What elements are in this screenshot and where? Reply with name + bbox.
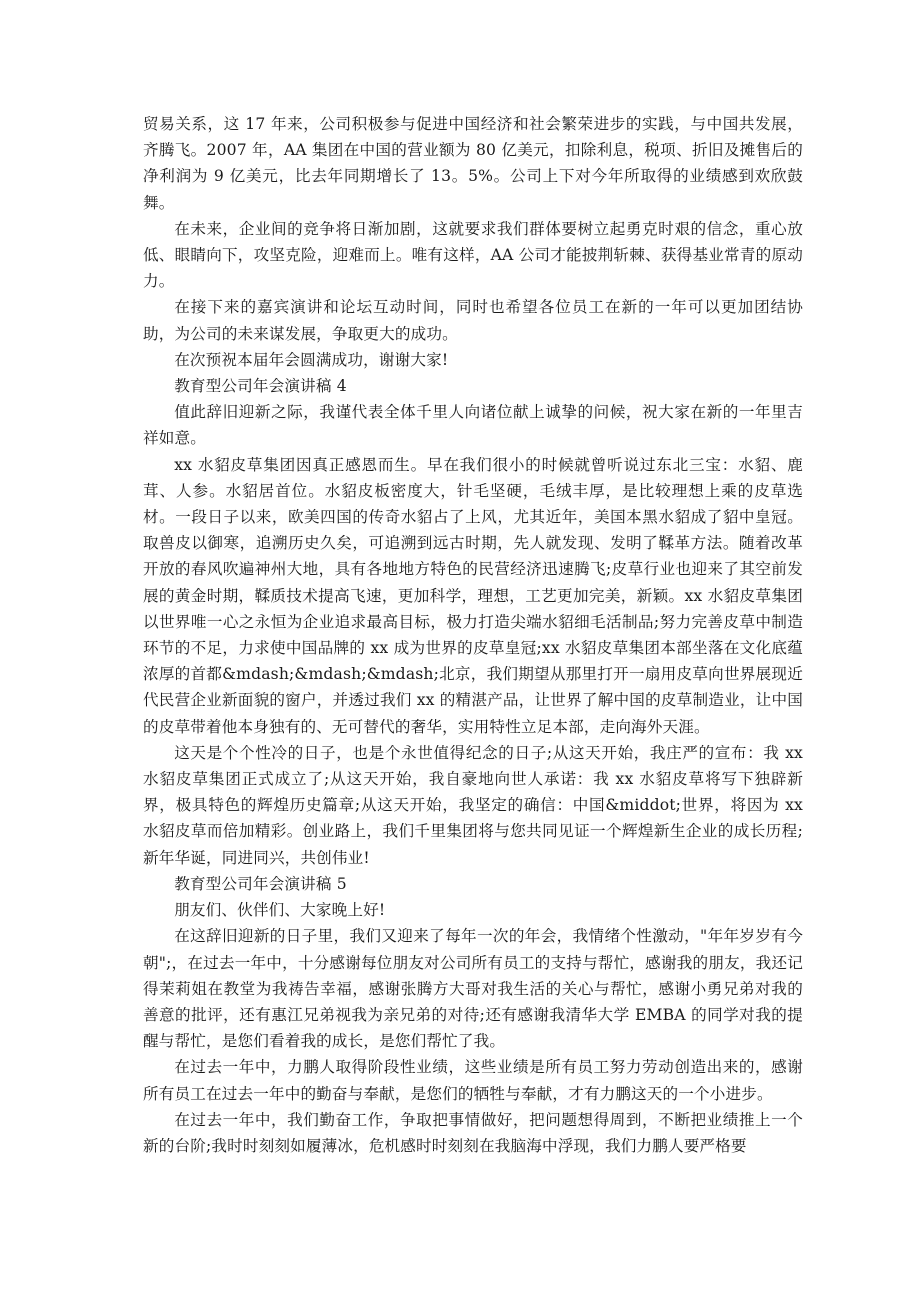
section-heading-5: 教育型公司年会演讲稿 5 bbox=[174, 874, 347, 893]
paragraph-2: 在未来，企业间的竞争将日渐加剧，这就要求我们群体要树立起勇克时艰的信念，重心放低、眼睛向下，攻坚克险，迎难而上。唯有这样，AA 公司才能披荆斩棘、获得基业常青的原动力。 bbox=[143, 219, 803, 291]
paragraph-4: 在次预祝本届年会圆满成功，谢谢大家! bbox=[174, 350, 449, 369]
paragraph-13: 在过去一年中，我们勤奋工作，争取把事情做好，把问题想得周到，不断把业绩推上一个新的台阶;我时时刻刻如履薄冰，危机感时时刻刻在我脑海中浮现，我们力鹏人要严格要 bbox=[143, 1110, 803, 1155]
paragraph-7: xx 水貂皮草集团因真正感恩而生。早在我们很小的时候就曾听说过东北三宝：水貂、鹿茸、人参。水貂居首位。水貂皮板密度大，针毛坚硬，毛绒丰厚，是比较理想上乘的皮草选材。一段日子以来，欧美四国的传奇水貂占了上风，尤其近年，美国本黑水貂成了貂中皇冠。取兽皮以御寒，追溯历史久矣，可追溯到远古时期，先人就发现、发明了鞣革方法。随着改革开放的春风吹遍神州大地，具有各地地方特色的民营经济迅速腾飞;皮草行业也迎来了其空前发展的黄金时期，鞣质技术提高飞速，更加科学，理想，工艺更加完美，新颖。xx 水貂皮草集团以世界唯一心之永恒为企业追求最高目标，极力打造尖端水貂细毛活制品;努力完善皮草中制造环节的不足，力求使中国品牌的 xx 成为世界的皮草皇冠;xx 水貂皮草集团本部坐落在文化底蕴浓厚的首都&mdash;&mdash;&mdash;北京，我们期望从那里打开一扇用皮草向世界展现近代民营企业新面貌的窗户，并透过我们 xx 的精湛产品，让世界了解中国的皮草制造业，让中国的皮草带着他本身独有的、无可替代的奢华，实用特性立足本部，走向海外天涯。 bbox=[143, 455, 803, 736]
greeting-line: 朋友们、伙伴们、大家晚上好! bbox=[174, 901, 386, 920]
paragraph-11: 在这辞旧迎新的日子里，我们又迎来了每年一次的年会，我情绪个性激动，"年年岁岁有今朝";，在过去一年中，十分感谢每位朋友对公司所有员工的支持与帮忙，感谢我的朋友，我还记得茉莉姐在教堂为我祷告幸福，感谢张腾方大哥对我生活的关心与帮忙，感谢小勇兄弟对我的善意的批评，还有惠江兄弟视我为亲兄弟的对待;还有感谢我清华大学 EMBA 的同学对我的提醒与帮忙，是您们看着我的成长，是您们帮忙了我。 bbox=[143, 927, 803, 1051]
paragraph-12: 在过去一年中，力鹏人取得阶段性业绩，这些业绩是所有员工努力劳动创造出来的，感谢所有员工在过去一年中的勤奋与奉献，是您们的牺牲与奉献，才有力鹏这天的一个小进步。 bbox=[143, 1058, 803, 1103]
paragraph-6: 值此辞旧迎新之际，我谨代表全体千里人向诸位献上诚挚的问候，祝大家在新的一年里吉祥如意。 bbox=[143, 403, 803, 448]
document-body bbox=[143, 111, 803, 1159]
paragraph-1: 贸易关系，这 17 年来，公司积极参与促进中国经济和社会繁荣进步的实践，与中国共发展，齐腾飞。2007 年，AA 集团在中国的营业额为 80 亿美元，扣除利息，税项、折旧及摊售后的净利润为 9 亿美元，比去年同期增长了 13。5%。公司上下对今年所取得的业绩感到欢欣鼓舞。 bbox=[143, 115, 803, 212]
section-heading-4: 教育型公司年会演讲稿 4 bbox=[174, 377, 347, 396]
paragraph-3: 在接下来的嘉宾演讲和论坛互动时间，同时也希望各位员工在新的一年可以更加团结协助，为公司的未来谋发展，争取更大的成功。 bbox=[143, 298, 803, 343]
paragraph-8: 这天是个个性冷的日子，也是个永世值得纪念的日子;从这天开始，我庄严的宣布：我 xx 水貂皮草集团正式成立了;从这天开始，我自豪地向世人承诺：我 xx 水貂皮草将写下独辟新界，极具特色的辉煌历史篇章;从这天开始，我坚定的确信：中国&middot;世界，将因为 xx 水貂皮草而倍加精彩。创业路上，我们千里集团将与您共同见证一个辉煌新生企业的成长历程;新年华诞，同进同兴，共创伟业! bbox=[143, 743, 803, 867]
